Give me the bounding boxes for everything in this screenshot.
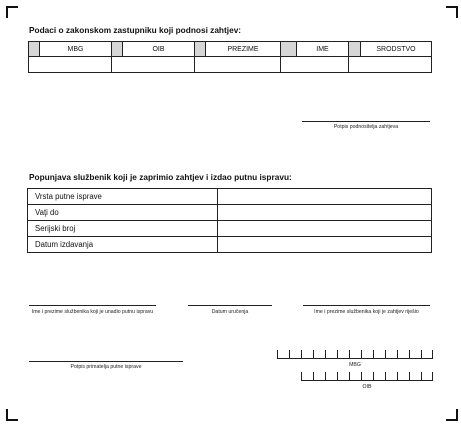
resolving-official-line[interactable] — [303, 305, 430, 306]
relationship-field[interactable] — [349, 57, 432, 73]
corner-mark-bottom-right — [446, 409, 458, 421]
column-header-oib: OIB — [123, 42, 195, 57]
oib-label: OIB — [362, 384, 372, 390]
valid-until-label: Vaţi do — [28, 205, 218, 221]
header-spacer — [195, 42, 206, 57]
corner-mark-bottom-left — [6, 409, 18, 421]
oib-field[interactable] — [112, 57, 195, 73]
official-heading: Popunjava službenik koji je zaprimio zahtjev i izdao putnu ispravu: — [29, 172, 292, 182]
column-header-srodstvo: SRODSTVO — [361, 42, 432, 57]
mbg-field[interactable] — [29, 57, 112, 73]
mbg-digit-boxes[interactable] — [277, 350, 433, 359]
header-spacer — [281, 42, 297, 57]
issue-date-label: Datum izdavanja — [28, 237, 218, 253]
name-field[interactable] — [281, 57, 349, 73]
header-spacer — [349, 42, 361, 57]
column-header-ime: IME — [297, 42, 349, 57]
mbg-label: MBG — [349, 362, 361, 368]
official-name-caption: Ime i prezime službenika koji je unadio putnu ispravu — [31, 309, 154, 315]
corner-mark-top-left — [6, 6, 18, 18]
recipient-signature-caption: Potpis primatelja putne isprave — [70, 364, 142, 370]
recipient-signature-line[interactable] — [29, 361, 183, 362]
applicant-signature-line[interactable] — [302, 121, 430, 122]
column-header-prezime: PREZIME — [206, 42, 281, 57]
valid-until-field[interactable] — [218, 205, 432, 221]
delivery-date-caption: Datum uručenja — [211, 309, 249, 315]
document-type-field[interactable] — [218, 189, 432, 205]
header-spacer — [112, 42, 123, 57]
representative-heading: Podaci o zakonskom zastupniku koji podnosi zahtjev: — [29, 25, 242, 35]
surname-field[interactable] — [195, 57, 281, 73]
delivery-date-line[interactable] — [188, 305, 272, 306]
official-name-line[interactable] — [29, 305, 156, 306]
applicant-signature-caption: Potpis podnositelja zahtjeva — [333, 124, 399, 130]
header-spacer — [29, 42, 40, 57]
column-header-mbg: MBG — [40, 42, 112, 57]
corner-mark-top-right — [446, 6, 458, 18]
oib-digit-boxes[interactable] — [301, 372, 433, 381]
serial-number-label: Serijski broj — [28, 221, 218, 237]
issue-date-field[interactable] — [218, 237, 432, 253]
serial-number-field[interactable] — [218, 221, 432, 237]
document-type-label: Vrsta putne isprave — [28, 189, 218, 205]
representative-table — [28, 41, 432, 73]
resolving-official-caption: Ime i prezime službenika koji je zahtjev riješio — [314, 309, 419, 315]
travel-document-table — [27, 188, 432, 253]
